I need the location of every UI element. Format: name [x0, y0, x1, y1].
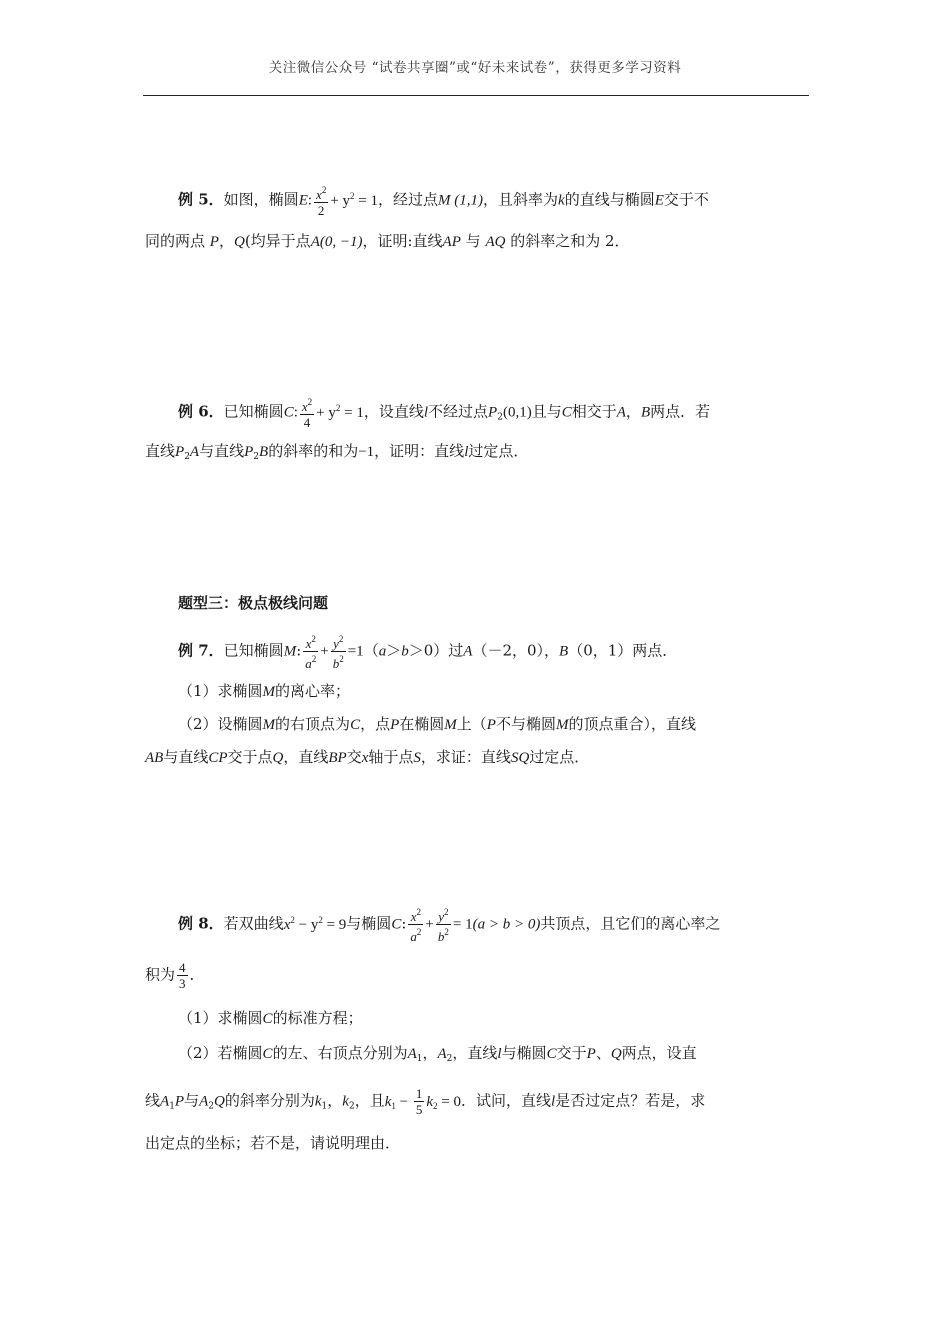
example-8-line-2: 积为 $\frac{4}{3}$ ．: [145, 960, 205, 991]
example-5-line-2: 同的两点 P，Q(均异于点A(0, −1)，证明:直线AP 与 AQ 的斜率之和为 2．: [145, 232, 630, 250]
example-8-question-2-line-2: 线$A_1P$与$A_2Q$的斜率分别为$k_1$，$k_2$，且$k_1$ − $\frac{1}{5}$ $k_2 = 0$．试问，直线l是否过定点？若是，求: [145, 1086, 706, 1117]
example-8-question-2-line-1: （2）若椭圆C的左、右顶点分别为$A_1$，$A_2$，直线l与椭圆C交于P、Q两点，设直: [178, 1044, 697, 1064]
example-8-question-1: （1）求椭圆C的标准方程；: [178, 1009, 363, 1027]
fraction-x2-over-a2-ex8: $\frac{x^2}{a^2}$: [410, 907, 422, 944]
example-8-label: 例 8．: [178, 914, 224, 933]
fraction-1-over-5: $\frac{1}{5}$: [415, 1086, 423, 1117]
fraction-x2-over-a2: $\frac{x^2}{a^2}$: [305, 634, 317, 671]
page-header: 关注微信公众号 “试卷共享圈”或“好未来试卷”，获得更多学习资料: [268, 60, 682, 76]
example-5-line-1: 例 5．如图，椭圆E: $\frac{x^2}{2}$ + $y^2 = 1$，经过点M (1,1)，且斜率为k的直线与椭圆E交于不: [178, 185, 709, 218]
example-6-line-2: 直线$P_2A$与直线$P_2B$的斜率的和为−1，证明：直线l过定点．: [145, 442, 529, 462]
example-6-line-1: 例 6．已知椭圆C: $\frac{x^2}{4}$ + $y^2 = 1$，设直线l不经过点$P_2(0,1)$且与C相交于A，B两点．若: [178, 397, 711, 430]
fraction-y2-over-b2-ex8: $\frac{y^2}{b^2}$: [437, 907, 449, 944]
example-7-question-2-line-2: AB与直线CP交于点Q，直线BP交x轴于点S，求证：直线SQ过定点．: [145, 748, 590, 766]
example-7-question-2-line-1: （2）设椭圆M的右顶点为C，点P在椭圆M上（P不与椭圆M的顶点重合），直线: [178, 715, 696, 733]
header-divider: [143, 95, 809, 96]
fraction-x2-over-2: $\frac{x^2}{2}$: [316, 185, 327, 218]
fraction-x2-over-4: $\frac{x^2}{4}$: [301, 397, 313, 430]
fraction-y2-over-b2: $\frac{y^2}{b^2}$: [332, 634, 344, 671]
example-6-label: 例 6．: [178, 402, 224, 421]
example-7-label: 例 7．: [178, 641, 224, 660]
example-8-question-2-line-3: 出定点的坐标；若不是，请说明理由．: [145, 1134, 401, 1152]
example-5-label: 例 5．: [178, 190, 224, 209]
fraction-4-over-3: $\frac{4}{3}$: [179, 960, 186, 991]
example-7-question-1: （1）求椭圆M的离心率；: [178, 682, 351, 700]
example-8-line-1: 例 8．若双曲线$x^2 - y^2 = 9$与椭圆C: $\frac{x^2}{a^2}$ + $\frac{y^2}{b^2}$ = 1(a > b > 0)共顶点，且它们的离心率之: [178, 907, 721, 944]
example-7-line-1: 例 7．已知椭圆M: $\frac{x^2}{a^2}$ + $\frac{y^2}{b^2}$ =1（a＞b＞0）过A（－2，0），B（0，1）两点．: [178, 634, 678, 671]
section-3-title: 题型三：极点极线问题: [178, 594, 329, 612]
